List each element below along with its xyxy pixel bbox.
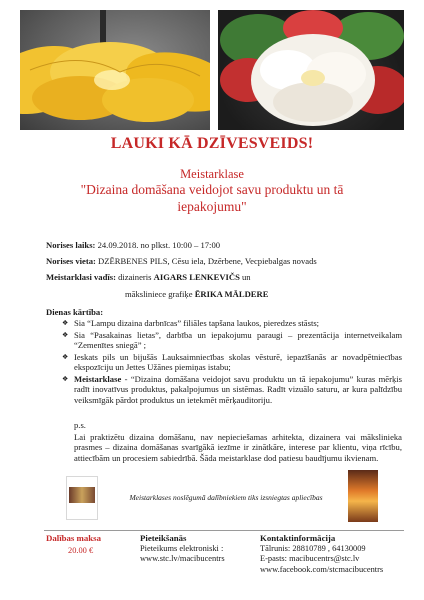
fee-column — [46, 533, 136, 556]
contact-web-link[interactable]: www.facebook.com/stcmacibucentrs — [260, 564, 384, 574]
certificate-note: Meistarklases noslēgumā dalībniekiem tiks izsniegtas apliecības — [129, 493, 323, 502]
bullet-icon: ❖ — [62, 330, 69, 339]
lamp-photo — [348, 470, 378, 522]
event-leader-2-pre: māksliniece grafiķe — [125, 289, 195, 299]
fee-value: 20.00 € — [68, 545, 94, 555]
yellow-flower-lamp-icon — [20, 10, 210, 130]
list-item-text: Sia “Lampu dizaina darbnīcas” filiāles tapšana laukos, pieredzes stāsts; — [74, 318, 320, 328]
event-leaders-label: Meistarklasi vadīs: — [46, 272, 116, 282]
certificate-image — [66, 476, 98, 520]
apply-link[interactable]: www.stc.lv/macibucentrs — [140, 554, 225, 563]
bullet-icon: ❖ — [62, 319, 69, 327]
event-place-value: DZĒRBENES PILS, Cēsu iela, Dzērbene, Vecpiebalgas novads — [95, 256, 317, 266]
event-place — [46, 256, 406, 267]
page-title: LAUKI KĀ DZĪVESVEIDS! — [110, 135, 314, 152]
event-kind: Meistarklase — [180, 167, 244, 181]
footer-divider — [44, 530, 404, 531]
event-leaders-pre: dizaineris — [115, 272, 154, 282]
masterclass-label: Meistarklase — [74, 373, 122, 384]
leader-name-2: ĒRIKA MĀLDERE — [194, 289, 269, 299]
list-item — [62, 374, 402, 406]
contact-email[interactable]: E-pasts: macibucentrs@stc.lv — [260, 554, 360, 563]
list-item — [62, 330, 402, 351]
event-place-label: Norises vieta: — [46, 256, 96, 266]
list-item — [62, 352, 402, 373]
event-leader-2 — [125, 289, 405, 300]
event-leaders — [46, 272, 406, 283]
apply-line-1: Pieteikums elektroniski : — [140, 543, 224, 553]
leader-name-1: AIGARS LENKEVIČS — [153, 272, 240, 282]
event-time — [46, 240, 406, 251]
yellow-lamp-photo — [20, 10, 210, 130]
contact-column — [260, 533, 410, 575]
agenda-list — [62, 318, 402, 406]
event-time-label: Norises laiks: — [46, 240, 96, 250]
event-leaders-post: un — [239, 272, 251, 282]
contact-title: Kontaktinformācija — [260, 533, 336, 543]
postscript-label: p.s. — [74, 420, 86, 430]
list-item-text: Ieskats pils un bijušās Lauksaimniecības skolas vēsturē, iepazīšanās ar novadpētniecības ekspozīciju un Jettes Užānes piemiņas istabu; — [74, 351, 402, 372]
list-item — [62, 318, 402, 329]
header-photos — [20, 10, 404, 130]
list-item-text: Sia “Pasakainas lietas”, darbība un iepakojumu paraugi – prezentācija internetveikalam “Zemenītes sniegā” ; — [74, 329, 402, 350]
postscript-text: Lai praktizētu dizaina domāšanu, nav nepieciešamas arhitekta, dizainera vai mākslinieka prasmes – dizaina domāšanas svarīgākā iezīme ir zinātkāre, interese par klientu, viņa rīcību, attiecībām un procesiem sabiedrībā. Šāda meistarklase dod patiesu baudījumu ikvienam. — [74, 431, 402, 463]
masterclass-text: - “Dizaina domāšana veidojot savu produktu un tā iepakojumu” kuras mērķis radīt inovatīvus produktus, pakalpojumus un sistēmas. Radīt vizuālo saturu, ar kura palīdzību veiksmīgāk pārdot produktus un ietekmēt mērķauditoriju. — [74, 373, 402, 405]
fee-title: Dalības maksa — [46, 533, 101, 543]
apply-title: Pieteikšanās — [140, 533, 187, 543]
bullet-icon: ❖ — [62, 374, 69, 383]
agenda-title: Dienas kārtība: — [46, 307, 104, 317]
event-subtitle: "Dizaina domāšana veidojot savu produktu un tā iepakojumu" — [80, 182, 344, 214]
apply-column — [140, 533, 258, 565]
white-flower-lamp-icon — [218, 10, 404, 130]
certificate-band-icon — [69, 487, 95, 503]
white-flower-lamp-photo — [218, 10, 404, 130]
event-time-value: 24.09.2018. no plkst. 10:00 – 17:00 — [95, 240, 221, 250]
contact-phone: Tālrunis: 28810789 , 64130009 — [260, 543, 366, 553]
bullet-icon: ❖ — [62, 352, 69, 361]
postscript — [74, 420, 402, 464]
